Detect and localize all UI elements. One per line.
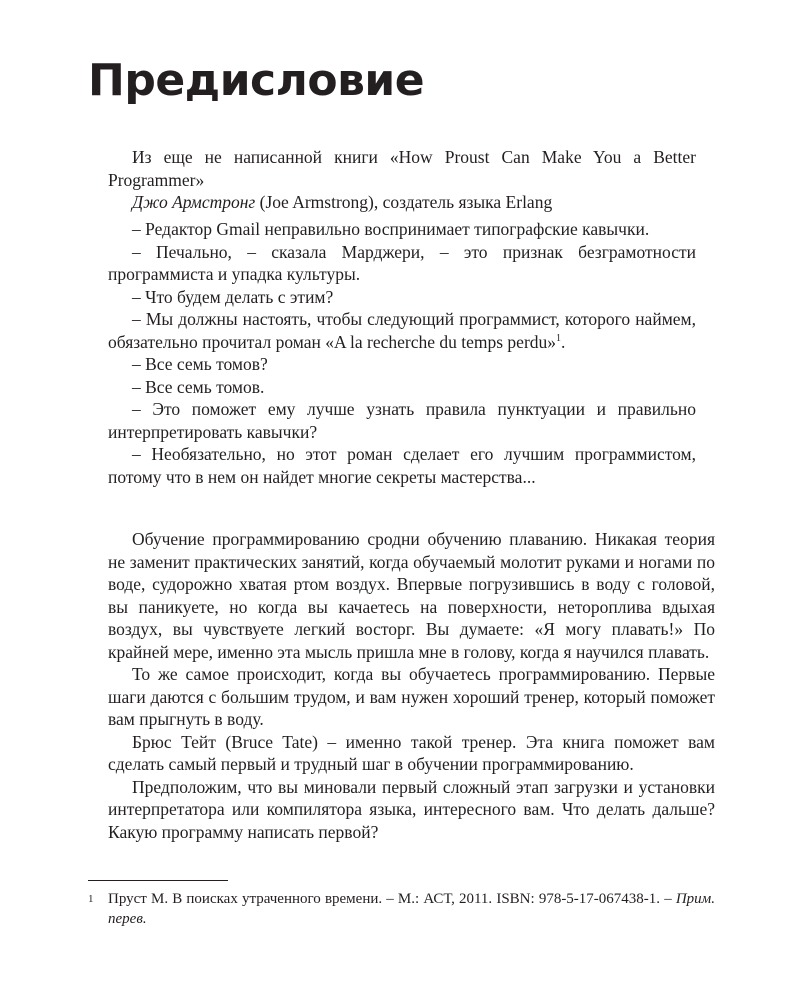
dialogue-line: – Это поможет ему лучше узнать правила пунктуации и правильно интерпретировать кавычки? (108, 399, 696, 442)
dialogue-line: – Что будем делать с этим? (132, 286, 334, 307)
dialogue-line: – Необязательно, но этот роман сделает его лучшим программистом, потому что в нем он найдет многие секреты мастерства... (108, 444, 696, 487)
epigraph-author-name: Джо Армстронг (132, 192, 256, 212)
dialogue-line: – Печально, – сказала Марджери, – это признак безграмотности программиста и упадка культуры. (108, 241, 696, 284)
epigraph-author-description: (Joe Armstrong), создатель языка Erlang (255, 192, 553, 212)
dialogue-line: – Все семь томов. (132, 376, 265, 397)
dialogue-block (108, 218, 696, 488)
dialogue-line: – Редактор Gmail неправильно воспринимает типографские кавычки. (132, 219, 650, 239)
body-paragraph: Обучение программированию сродни обучению плаванию. Никакая теория не заменит практических занятий, когда обучаемый молотит руками и ногами по воде, судорожно хватая ртом воздух. Впервые погрузившись в воду с головой, вы паникуете, но когда вы качаетесь на поверхности, нетороплива вдыхая воздух, вы чувствуете легкий восторг. Вы думаете: «Я могу плавать!» По крайней мере, именно эта мысль пришла мне в голову, когда я научился плавать. (108, 529, 715, 662)
chapter-title: Предисловие (88, 55, 425, 106)
body-paragraph: Брюс Тейт (Bruce Tate) – именно такой тренер. Эта книга поможет вам сделать самый первый и трудный шаг в обучении программированию. (108, 731, 715, 774)
epigraph-attribution (108, 191, 696, 214)
dialogue-line: – Все семь томов? (132, 354, 268, 374)
footnote-reference[interactable]: 1 (556, 332, 562, 344)
body-paragraph: То же самое происходит, когда вы обучаетесь программированию. Первые шаги даются с большим трудом, и вам нужен хороший тренер, который поможет вам прыгнуть в воду. (108, 664, 715, 729)
footnote-citation: Пруст М. В поисках утраченного времени. – М.: АСТ, 2011. ISBN: 978-5-17-067438-1. – (108, 891, 676, 907)
epigraph-quote-source: Из еще не написанной книги «How Proust Can Make You a Better Programmer» (108, 147, 696, 190)
footnote-number: 1 (88, 893, 94, 905)
footnote-translator-note: Прим. перев. (108, 891, 715, 927)
epigraph (108, 146, 696, 214)
body-paragraph: Предположим, что вы миновали первый сложный этап загрузки и установки интерпретатора или компилятора языка, интересного вам. Что делать дальше? Какую программу написать первой? (108, 776, 715, 842)
dialogue-line-text: – Мы должны настоять, чтобы следующий программист, которого наймем, обязательно прочитал роман «A la recherche du temps perdu» (108, 309, 696, 352)
dialogue-line: – Мы должны настоять, чтобы следующий программист, которого наймем, обязательно прочитал роман «A la recherche du temps perdu»$^1$. (108, 309, 696, 352)
footnote-divider (88, 880, 228, 881)
footnote-text (108, 890, 715, 929)
body-text (108, 528, 715, 843)
footnote (88, 890, 715, 929)
